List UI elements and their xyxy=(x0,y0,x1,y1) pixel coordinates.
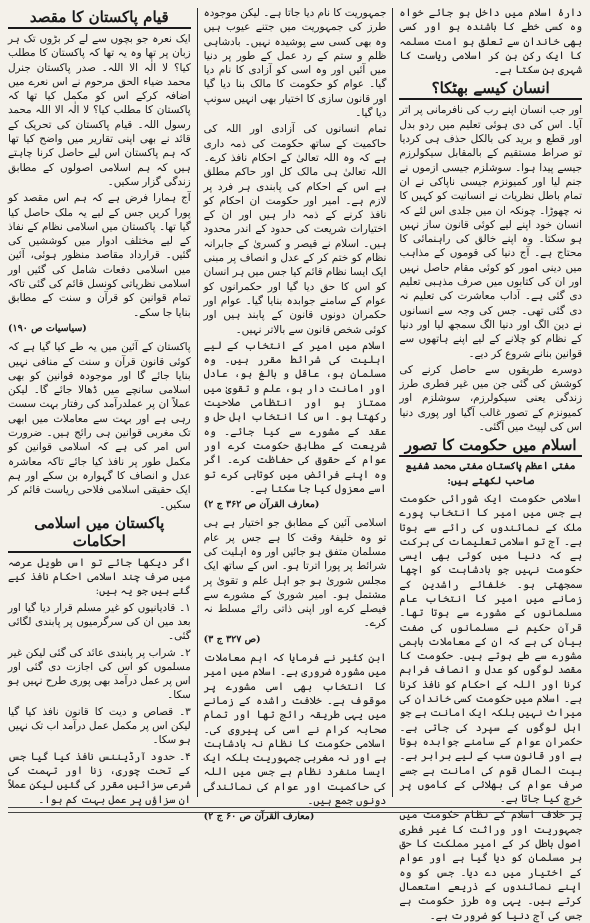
citation: (سیاسیات ص ۱۹۰) xyxy=(7,322,87,334)
column-divider xyxy=(392,8,393,797)
paragraph: اور جب انسان اپنے رب کی نافرمانی پر اتر آیا۔ اس کی دی ہوئی تعلیم میں ردو بدل اور قطع و برید کی بالکل حذف ہی کردیا تو صراط مستقیم کے بالمقابل سیکولرزم جیسے پیدا ہوا۔ سوشلزم جیسی ازموں نے جنم لیا اور کمیونزم جیسی ناپاکی نے ان تمام باطل نظریات نے انسانیت کو کہیں کا نہ چھوڑا۔ چونکہ ان میں جلدی اس لئے کہ انسان خود اپنے لیے کوئی قانون ساز نہیں ہو سکتا۔ وہ اپنے خالق کی راہنمائی کا محتاج ہے۔ آج دنیا کی قوموں کے مذاہب میں دینی امور کو کوئی مقام حاصل نہیں اور ان کی کتابوں میں صرف مذہبی تعلیم دی گئی ہے۔ آداب معاشرت کی تعلیم نہ دی گئی تھی۔ جس کی وجہ سے انسانوں نے دین الگ اور دنیا الگ سمجھ لیا اور دنیا کے نظام کو چلانے کے لیے اپنے ہاتھوں سے قوانین بنانے شروع کر دیے۔ xyxy=(399,104,582,360)
paragraph: اسلامی حکومت ایک شورائی حکومت ہے جس میں امیر کا انتخاب پورے ملک کے نمائندوں کی رائے سے ہوتا ہے۔ آج تو اسلامی تعلیمات کی برکت ہے کہ دنیا میں کوئی بھی ایسی حکومت نہیں جو بادشاہت کو اچھا سمجھتی ہو۔ خلفائے راشدین کے زمانے میں امیر کا انتخاب عام مسلمانوں کے مشورے سے ہوتا تھا۔ قرآن حکیم نے مسلمانوں کی صفت بیان کی ہے کہ ان کے معاملات باہمی مشورے سے طے ہوتے ہیں۔ حکومت کا مقصد لوگوں کو عدل و انصاف فراہم کرنا اور اللہ کے احکام کو نافذ کرنا ہے۔ اسلام میں حکومت کسی خاندان کی میراث نہیں بلکہ ایک امانت ہے جو اہل لوگوں کے سپرد کی جاتی ہے۔ حکمران عوام کے سامنے جوابدہ ہوتا ہے اور قانون سب کے لیے برابر ہے۔ بیت المال قوم کی امانت ہے جسے صرف عوام کی بھلائی کے کاموں پر خرچ کیا جاتا ہے۔ xyxy=(399,492,582,806)
paragraph: آج ہمارا فرض ہے کہ ہم اس مقصد کو پورا کریں جس کے لیے یہ ملک حاصل کیا گیا تھا۔ پاکستان میں اسلامی نظام کے نفاذ کے لیے مختلف ادوار میں کوششیں کی گئیں۔ قرارداد مقاصد منظور ہوئی، آئین میں اسلامی دفعات شامل کی گئیں اور اسلامی نظریاتی کونسل قائم کی گئی تاکہ تمام قوانین کو قرآن و سنت کے مطابق بنایا جا سکے۔ xyxy=(7,192,191,319)
paragraph: جمہوریت کا نام دیا جاتا ہے۔ لیکن موجودہ طرز کی جمہوریت میں جتنے عیوب ہیں وہ بھی کسی سے پوشیدہ نہیں۔ بادشاہی ظلم و ستم کے رد عمل کے طور پر دنیا میں آئیں اور وہ اسی کو آزادی کا نام دیا گیا۔ عوام کو حکومت کا مالک بنا دیا گیا اور قانون سازی کا اختیار بھی انہیں سونپ دیا گیا۔ xyxy=(203,7,387,120)
paragraph: ایک نعرہ جو بچوں سے لے کر بڑوں تک ہر زبان پر تھا وہ یہ تھا کہ پاکستان کا مطلب کیا؟ لا الٰہ الا اللہ۔ صدر پاکستان جنرل محمد ضیاء الحق مرحوم نے اس نعرے میں اضافہ کرکے اس کو مکمل کیا تھا کہ پاکستان کا مطلب کیا؟ لا الٰہ الا اللہ محمد رسول اللہ۔ قیام پاکستان کی تحریک کے قائد نے بھی اپنی تقاریر میں واضح کیا تھا کہ ہم پاکستان اس لیے حاصل کرنا چاہتے ہیں کہ ہم اسلامی اصولوں کے مطابق زندگی گزار سکیں۔ xyxy=(7,33,191,188)
column-middle xyxy=(203,6,387,823)
paragraph: تمام انسانوں کی آزادی اور اللہ کی حاکمیت کے ساتھ حکومت کی ذمہ داری ہے کہ وہ اللہ تعالیٰ کے احکام نافذ کرے۔ اللہ تعالیٰ ہی مالک کل اور حاکم مطلق ہے اس کے احکام کی پابندی ہر فرد پر لازم ہے۔ امیر اور حکومت ان احکام کو نافذ کرنے کے ذمہ دار ہیں اور ان کے اختیارات شریعت کی حدود کے اندر محدود ہیں۔ اسلام نے قیصر و کسریٰ کے جابرانہ نظام کو ختم کر کے عدل و انصاف پر مبنی ایک ایسا نظام قائم کیا جس میں ہر انسان کو اس کا حق دیا گیا اور حکمرانوں کو عوام کے سامنے جوابدہ بنایا گیا۔ عوام اور حکمران دونوں قانون کے پابند ہیں اور کوئی شخص قانون سے بالاتر نہیں۔ xyxy=(203,123,387,336)
column-left xyxy=(8,6,191,807)
paragraph: اسلام میں امیر کے انتخاب کے لیے اہلیت کی شرائط مقرر ہیں۔ وہ مسلمان ہو، عاقل و بالغ ہو، عادل اور امانت دار ہو، علم و تقویٰ میں ممتاز ہو اور انتظامی صلاحیت رکھتا ہو۔ اس کا انتخاب اہل حل و عقد کے مشورے سے کیا جائے۔ وہ شریعت کے مطابق حکومت کرے اور عوام کے حقوق کی حفاظت کرے۔ اگر وہ اپنے فرائض میں کوتاہی کرے تو اسے معزول کیا جا سکتا ہے۔ xyxy=(203,339,387,495)
list-item: ۳۔ قصاص و دیت کا قانون نافذ کیا گیا لیکن اس پر مکمل عمل درآمد اب تک نہیں ہو سکا۔ xyxy=(7,705,191,747)
paragraph: دوسرے طریقوں سے حاصل کرنے کی کوشش کی گئی جن میں غیر فطری طرز زندگی یعنی سیکولرزم، سوشلزم اور کمیونزم کے تصور غالب آگیا اور پوری دنیا اس کی لپیٹ میں آگئی۔ xyxy=(399,363,582,434)
list-item: ۲۔ شراب پر پابندی عائد کی گئی لیکن غیر مسلموں کو اس کی اجازت دی گئی اور اس پر عمل درآمد بھی پوری طرح نہیں ہو سکا۔ xyxy=(7,646,191,702)
column-right xyxy=(399,6,582,922)
footer-rule xyxy=(8,807,582,813)
column-divider xyxy=(197,8,198,797)
paragraph: اسلامی آئین کے مطابق جو اختیار ہے ہی تو وہ خلیفۂ وقت کا ہے جس پر عام مسلمان متفق ہو جائیں اور وہ اہلیت کی شرائط پر پورا اترتا ہو۔ اس کے ساتھ ایک مجلس شوریٰ ہو جو اہل علم و تقویٰ پر مشتمل ہو۔ امیر شوریٰ کے مشورے سے فیصلے کرے اور اپنی ذاتی رائے مسلط نہ کرے۔ xyxy=(203,517,387,630)
paragraph: پاکستان کے آئین میں یہ طے کیا گیا ہے کہ کوئی قانون قرآن و سنت کے منافی نہیں بنایا جائے گا اور موجودہ قوانین کو بھی اسلامی سانچے میں ڈھالا جائے گا۔ لیکن عملاً ان پر عملدرآمد کی رفتار بہت سست رہی ہے اور بہت سے معاملات میں ابھی تک مغربی قوانین ہی رائج ہیں۔ ضرورت اس امر کی ہے کہ اسلامی قوانین کو مکمل طور پر نافذ کیا جائے تاکہ معاشرہ عدل و انصاف کا گہوارہ بن سکے اور ہم ایک حقیقی اسلامی فلاحی ریاست قائم کر سکیں۔ xyxy=(7,341,191,511)
heading-how-man-strayed: انسان کیسے بھٹکا؟ xyxy=(399,79,582,100)
citation: (معارف القرآن ص ۶۰ ج ۲) xyxy=(203,811,315,823)
citation: (ص ۳۲۷ ج ۳) xyxy=(203,633,261,645)
list-item: ۱۔ قادیانیوں کو غیر مسلم قرار دیا گیا اور بعد میں ان کی سرگرمیوں پر پابندی لگائی گئی۔ xyxy=(7,601,191,643)
paragraph: بر خلاف اسلام کے نظام حکومت میں جمہوریت اور وراثت کا غیر فطری اصول باطل کر کے امیر مملکت کا حق ہر مسلمان کو دیا گیا ہے اور عوام کے اختیار میں دے دیا۔ جس کو وہ اپنے نمائندوں کے ذریعے استعمال کرتے ہیں۔ یہی وہ طرز حکومت ہے جس کی آج دنیا کو ضرورت ہے۔ xyxy=(399,809,582,922)
list-item: ۴۔ حدود آرڈیننس نافذ کیا گیا جس کے تحت چوری، زنا اور تہمت کی شرعی سزائیں مقرر کی گئیں لیکن عملاً ان سزاؤں پر عمل بہت کم ہوا۔ xyxy=(7,750,191,806)
paragraph: اگر دیکھا جائے تو اس طویل عرصہ میں صرف چند اسلامی احکام نافذ کیے گئے ہیں جو یہ ہیں: xyxy=(7,556,191,598)
heading-purpose-of-pakistan: قیام پاکستان کا مقصد xyxy=(8,8,191,29)
heading-islamic-laws-in-pakistan: پاکستان میں اسلامی احکامات xyxy=(8,514,191,553)
citation: (معارف القرآن ص ۳۶۲ ج ۲) xyxy=(203,499,320,511)
paragraph: ابن کثیر نے فرمایا کہ اہم معاملات میں مشورہ ضروری ہے۔ اسلام میں امیر کا انتخاب بھی اسی مشورے پر موقوف ہے۔ خلافت راشدہ کے زمانے میں یہی طریقہ رائج تھا اور تمام صحابہ کرام نے اسی کی پیروی کی۔ اسلامی حکومت کا نظام نہ بادشاہت ہے اور نہ مغربی جمہوریت بلکہ ایک ایسا منفرد نظام ہے جس میں اللہ کی حاکمیت اور عوام کی نمائندگی دونوں جمع ہیں۔ xyxy=(203,652,387,808)
paragraph: دارۂ اسلام میں داخل ہو جائے خواہ وہ کسی خطے کا باشندہ ہو اور کسی بھی خاندان سے تعلق ہو امت مسلمہ کا ایک رکن بن کر اسلامی ریاست کا شہری بن سکتا ہے۔ xyxy=(399,7,582,77)
subheading-byline: مفتی اعظم پاکستان مفتی محمد شفیع صاحب لکھتے ہیں: xyxy=(405,461,576,487)
heading-concept-of-government: اسلام میں حکومت کا تصور xyxy=(399,436,582,457)
